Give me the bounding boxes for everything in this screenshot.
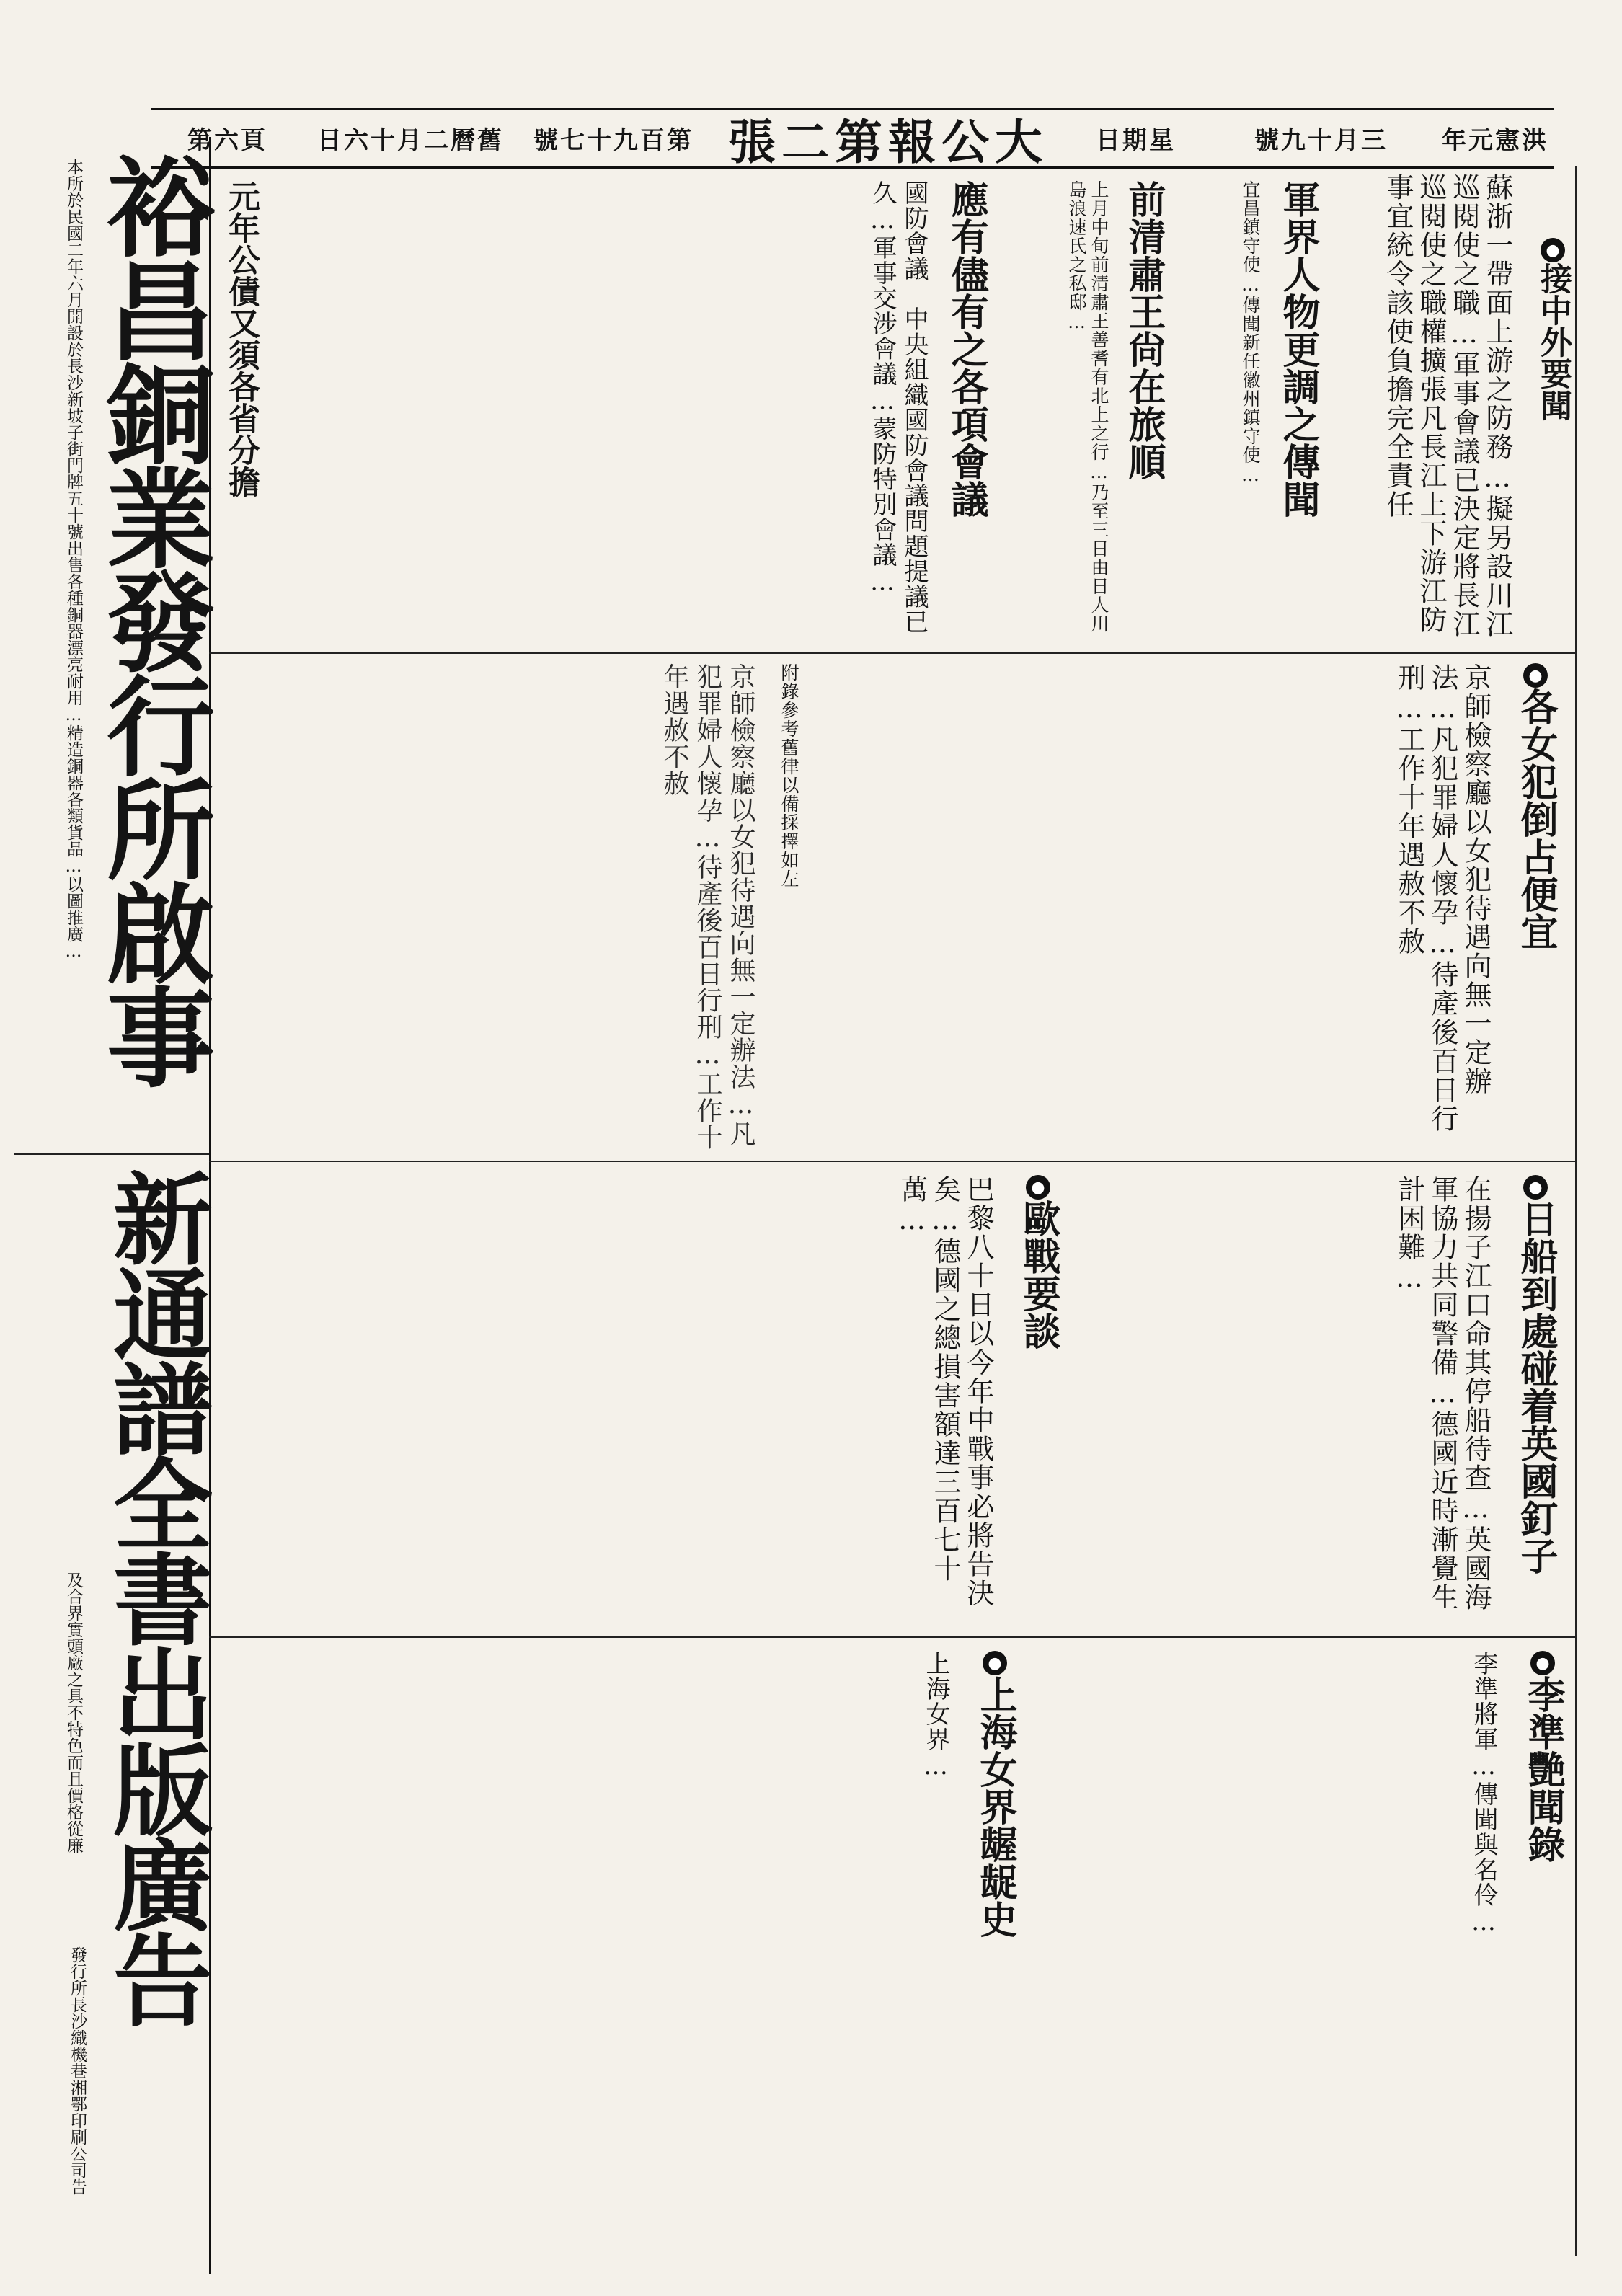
title-military-personnel: 軍界人物更調之傳聞: [1276, 180, 1320, 518]
article-suzhe: 蘇浙一帶面上游之防務…擬另設川江巡閱使之職…軍事會議已決定將長江巡閱使之職權擴張凡長江上下游江防事宜統令該使負擔完全責任: [1382, 173, 1513, 639]
weekday: 日期星: [1096, 125, 1176, 155]
circle-mark-icon-6: ●: [983, 1651, 1007, 1675]
circle-mark-icon-4: ●: [1026, 1175, 1050, 1200]
issue-number: 號七十九百第: [533, 125, 693, 155]
solar-date: 號九十月三: [1254, 125, 1388, 155]
circle-mark-icon-2: ●: [1523, 663, 1548, 688]
ad-company-title: 裕昌銅業發行所啟事: [88, 151, 215, 1086]
women-ref-note: 附錄參考舊律以備採擇如左: [779, 663, 799, 888]
article-li-zhun: 李準將軍…傳聞與名伶…: [1469, 1651, 1498, 1937]
lunar-date: 日六十月二曆舊: [317, 125, 504, 155]
title-women-prisoners: ●各女犯倒占便宜: [1499, 663, 1557, 1067]
title-prince-su: 前清肅王尙在旅順: [1122, 180, 1166, 480]
article-military-personnel: 宜昌鎮守使…傳聞新任徽州鎮守使…: [1240, 180, 1261, 486]
ad-company-notice: 本所於民國二年六月開設於長沙新坡子街門牌五十號出售各種銅器漂亮耐用…精造銅器各類貨品…以圖推廣…: [64, 159, 83, 961]
title-meetings: 應有儘有之各項會議: [944, 180, 988, 518]
title-bonds: 元年公債又須各省分擔: [223, 180, 260, 497]
article-shanghai-women: 上海女界…: [921, 1651, 950, 1781]
era-year: 年元憲洪: [1442, 125, 1548, 155]
ad-divider: [14, 1153, 209, 1155]
article-meetings: 國防會議 中央組織國防會議問題提議已久…軍事交涉會議…蒙防特別會議…: [868, 180, 929, 634]
title-japan-ship: ●日船到處碰着英國釘子: [1499, 1175, 1557, 1629]
title-shanghai-women: ●上海女界龌龊史: [959, 1651, 1016, 2256]
circle-mark-icon-5: ●: [1530, 1651, 1555, 1675]
ad-address: 及合界實頭廠之具不特色而且價格從廉: [64, 1572, 83, 1853]
page-label: 第六頁: [187, 125, 267, 155]
article-europe-war: 巴黎八十日以今年中戰事必將告決矣…德國之總損害額達三百七十萬…: [896, 1175, 994, 1608]
section-title-domestic: ●接中外要聞: [1521, 238, 1572, 526]
ad-book-title: 新通譜全書出版廣告: [97, 1168, 214, 2024]
circle-mark-icon: ●: [1541, 238, 1565, 262]
article-prince-su: 上月中旬前清肅王善耆有北上之行…乃至三日由日人川島浪速氏之私邸…: [1066, 180, 1109, 633]
row-divider-3: [209, 1636, 1575, 1638]
article-women-prisoners: 京師檢察廳以女犯待遇向無一定辦法…凡犯罪婦人懷孕…待產後百日行刑…工作十年遇赦不赦: [1393, 663, 1492, 1133]
masthead: 張二第報公大: [728, 113, 1048, 170]
circle-mark-icon-3: ●: [1523, 1175, 1548, 1200]
article-women-cont: 京師檢察廳以女犯待遇向無一定辦法…凡犯罪婦人懷孕…待產後百日行刑…工作十年遇赦不赦: [660, 663, 755, 1151]
row-divider-1: [209, 652, 1575, 654]
title-europe-war: ●歐戰要談: [1002, 1175, 1060, 1629]
ad-book-note: 發行所長沙織機巷湘鄂印刷公司告: [68, 1946, 87, 2195]
row-divider-2: [209, 1161, 1575, 1162]
title-li-zhun: ●李準艷聞錄: [1507, 1651, 1564, 2242]
article-japan-ship: 在揚子江口命其停船待查…英國海軍協力共同警備…德國近時漸覺生計困難…: [1393, 1175, 1492, 1612]
right-border: [1575, 166, 1577, 2256]
